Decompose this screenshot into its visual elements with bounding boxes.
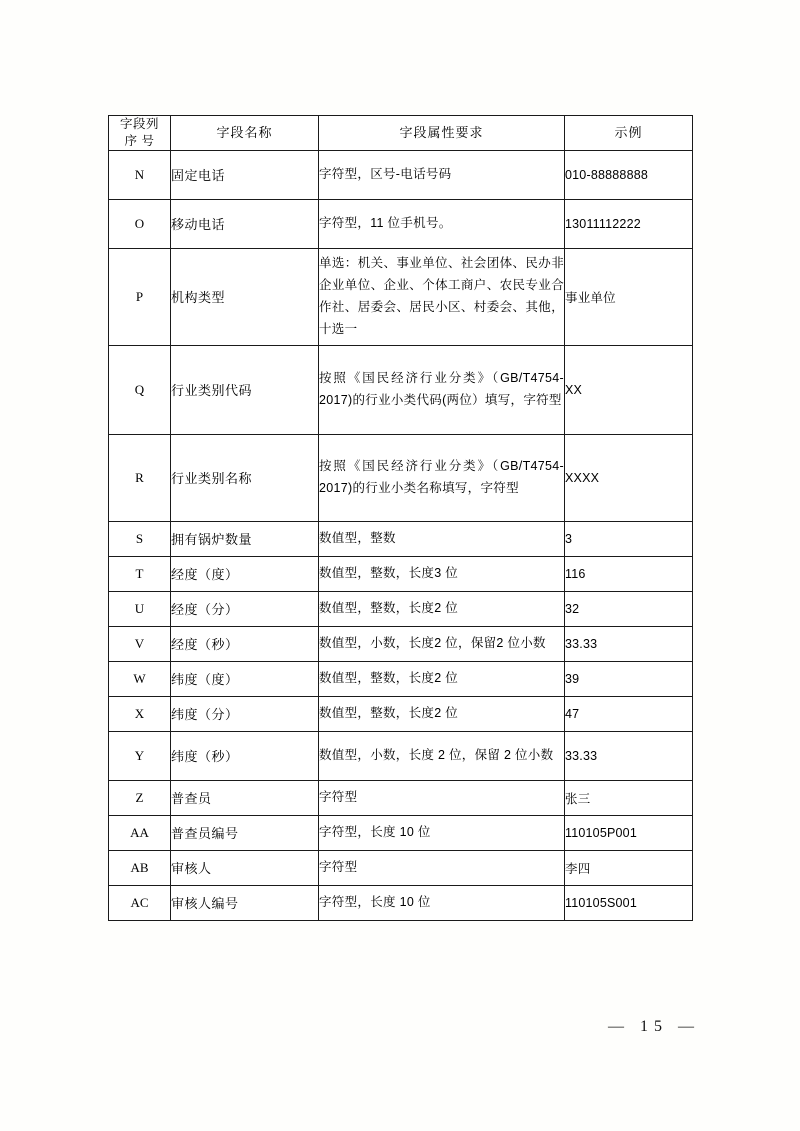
cell-example: 110105S001 (565, 885, 693, 920)
cell-field-attribute: 字符型，11 位手机号。 (319, 199, 565, 248)
cell-field-name: 纬度（秒） (171, 731, 319, 780)
cell-field-attribute: 按照《国民经济行业分类》（GB/T4754-2017)的行业小类名称填写，字符型 (319, 434, 565, 521)
cell-field-name: 普查员编号 (171, 815, 319, 850)
cell-example: 13011112222 (565, 199, 693, 248)
cell-field-name: 普查员 (171, 780, 319, 815)
column-header-field-name: 字段名称 (171, 116, 319, 151)
page-number: — 15 — (608, 1018, 700, 1035)
cell-example: 33.33 (565, 731, 693, 780)
column-header-sequence-line2: 序 号 (124, 133, 155, 148)
cell-field-attribute: 字符型，长度 10 位 (319, 815, 565, 850)
cell-field-name: 经度（秒） (171, 626, 319, 661)
cell-example: 116 (565, 556, 693, 591)
cell-field-name: 审核人编号 (171, 885, 319, 920)
cell-field-attribute: 字符型，长度 10 位 (319, 885, 565, 920)
cell-sequence: U (109, 591, 171, 626)
table-row (109, 661, 693, 696)
column-header-sequence (109, 116, 171, 151)
table-row (109, 150, 693, 199)
cell-sequence: S (109, 521, 171, 556)
table-header-row (109, 116, 693, 151)
cell-sequence: R (109, 434, 171, 521)
cell-field-name: 纬度（分） (171, 696, 319, 731)
cell-field-name: 拥有锅炉数量 (171, 521, 319, 556)
field-definition-table-wrapper (108, 115, 692, 921)
cell-field-attribute: 按照《国民经济行业分类》（GB/T4754-2017)的行业小类代码(两位）填写，字符型 (319, 345, 565, 434)
cell-example: 3 (565, 521, 693, 556)
table-row (109, 591, 693, 626)
table-row (109, 248, 693, 345)
cell-field-attribute: 数值型，整数 (319, 521, 565, 556)
cell-field-name: 机构类型 (171, 248, 319, 345)
cell-example: 事业单位 (565, 248, 693, 345)
cell-sequence: N (109, 150, 171, 199)
table-row (109, 199, 693, 248)
cell-sequence: V (109, 626, 171, 661)
cell-sequence: Y (109, 731, 171, 780)
cell-field-name: 审核人 (171, 850, 319, 885)
cell-example: 33.33 (565, 626, 693, 661)
cell-field-attribute: 字符型 (319, 850, 565, 885)
cell-sequence: AA (109, 815, 171, 850)
cell-example: XXXX (565, 434, 693, 521)
table-row (109, 626, 693, 661)
table-row (109, 731, 693, 780)
cell-field-name: 固定电话 (171, 150, 319, 199)
cell-field-name: 行业类别代码 (171, 345, 319, 434)
cell-sequence: T (109, 556, 171, 591)
field-definition-table (108, 115, 693, 921)
cell-sequence: Z (109, 780, 171, 815)
cell-field-attribute: 数值型，小数，长度2 位，保留2 位小数 (319, 626, 565, 661)
cell-field-attribute: 数值型，整数，长度3 位 (319, 556, 565, 591)
cell-field-name: 经度（度） (171, 556, 319, 591)
table-row (109, 815, 693, 850)
table-header (109, 116, 693, 151)
cell-field-attribute: 数值型，整数，长度2 位 (319, 661, 565, 696)
cell-field-attribute: 单选：机关、事业单位、社会团体、民办非企业单位、企业、个体工商户、农民专业合作社、居委会、居民小区、村委会、其他，十选一 (319, 248, 565, 345)
table-row (109, 521, 693, 556)
cell-sequence: Q (109, 345, 171, 434)
table-row (109, 885, 693, 920)
cell-sequence: W (109, 661, 171, 696)
cell-sequence: X (109, 696, 171, 731)
table-row (109, 696, 693, 731)
cell-field-name: 移动电话 (171, 199, 319, 248)
cell-field-name: 经度（分） (171, 591, 319, 626)
column-header-field-attribute: 字段属性要求 (319, 116, 565, 151)
cell-field-attribute: 数值型，整数，长度2 位 (319, 696, 565, 731)
cell-sequence: AB (109, 850, 171, 885)
table-row (109, 556, 693, 591)
cell-field-name: 纬度（度） (171, 661, 319, 696)
cell-example: 32 (565, 591, 693, 626)
cell-field-name: 行业类别名称 (171, 434, 319, 521)
cell-sequence: O (109, 199, 171, 248)
cell-field-attribute: 数值型，整数，长度2 位 (319, 591, 565, 626)
cell-example: 010-88888888 (565, 150, 693, 199)
table-body (109, 150, 693, 920)
table-row (109, 434, 693, 521)
table-row (109, 850, 693, 885)
table-row (109, 345, 693, 434)
cell-field-attribute: 字符型 (319, 780, 565, 815)
cell-example: 39 (565, 661, 693, 696)
cell-example: 张三 (565, 780, 693, 815)
cell-sequence: P (109, 248, 171, 345)
cell-example: 李四 (565, 850, 693, 885)
column-header-sequence-line1: 字段列 (119, 117, 159, 131)
table-row (109, 780, 693, 815)
cell-example: 47 (565, 696, 693, 731)
cell-example: 110105P001 (565, 815, 693, 850)
cell-sequence: AC (109, 885, 171, 920)
cell-field-attribute: 数值型，小数，长度 2 位，保留 2 位小数 (319, 731, 565, 780)
cell-field-attribute: 字符型，区号-电话号码 (319, 150, 565, 199)
cell-example: XX (565, 345, 693, 434)
column-header-example: 示例 (565, 116, 693, 151)
